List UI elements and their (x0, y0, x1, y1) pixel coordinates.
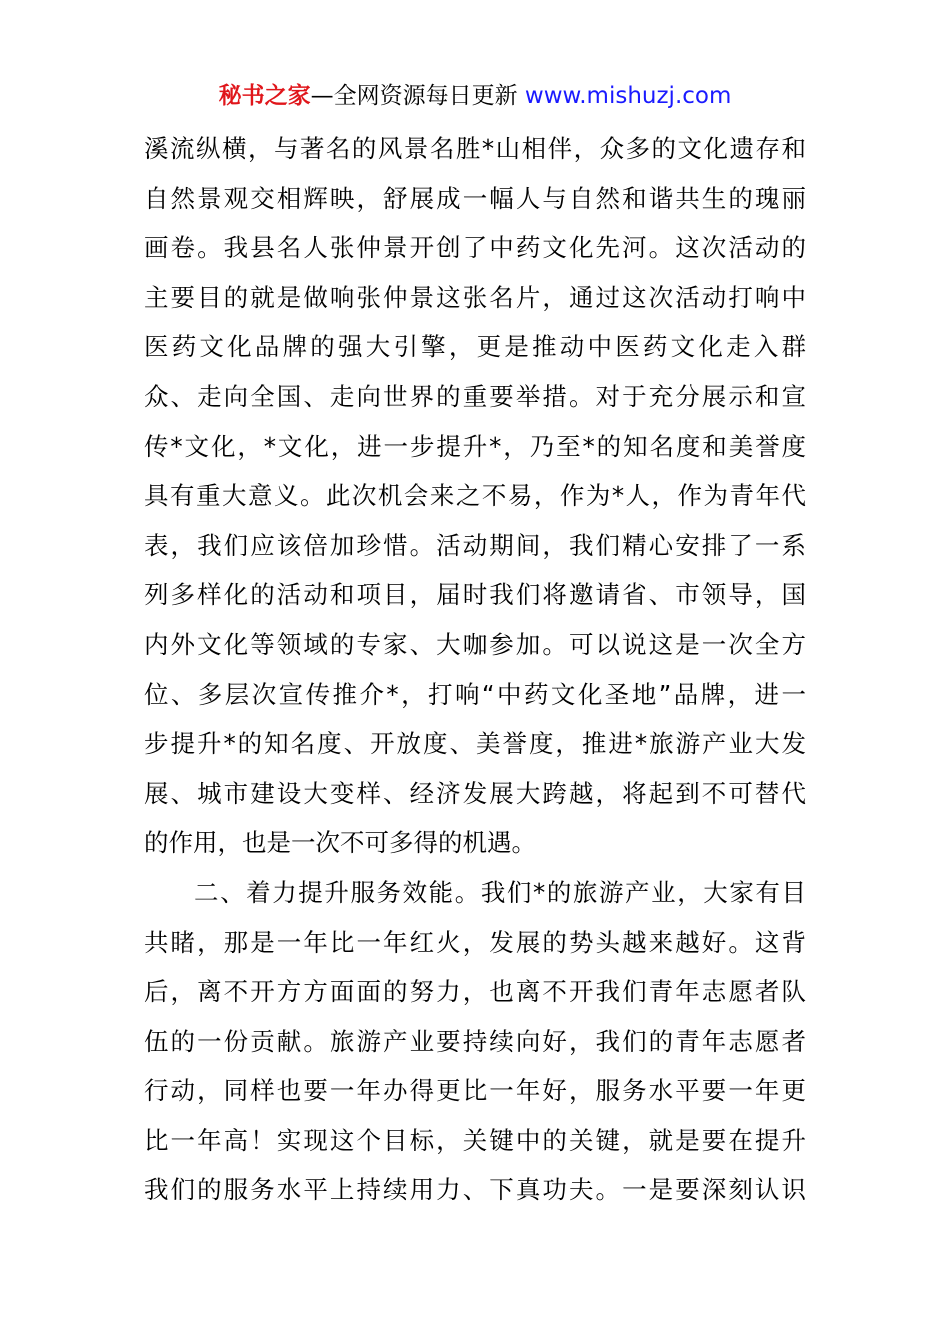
body-text (144, 124, 806, 1215)
text-line: 传*文化，*文化，进一步提升*，乃至*的知名度和美誉度 (144, 431, 806, 461)
text-line: 共睹，那是一年比一年红火，发展的势头越来越好。这背 (144, 927, 806, 957)
text-line: 展、城市建设大变样、经济发展大跨越，将起到不可替代 (144, 778, 806, 808)
text-line: 溪流纵横，与著名的风景名胜*山相伴，众多的文化遗存和 (144, 134, 806, 163)
text-line: 内外文化等领域的专家、大咖参加。可以说这是一次全方 (144, 629, 806, 659)
text-line: 画卷。我县名人张仲景开创了中药文化先河。这次活动的 (144, 233, 806, 263)
text-line: 我们的服务水平上持续用力、下真功夫。一是要深刻认识 (144, 1175, 806, 1205)
text-line: 众、走向全国、走向世界的重要举措。对于充分展示和宣 (144, 381, 806, 411)
text-line: 行动，同样也要一年办得更比一年好，服务水平要一年更 (144, 1076, 806, 1106)
paragraph-start-line: 二、着力提升服务效能。我们*的旅游产业，大家有目 (194, 877, 806, 907)
text-line: 列多样化的活动和项目，届时我们将邀请省、市领导，国 (144, 580, 806, 610)
text-line: 具有重大意义。此次机会来之不易，作为*人，作为青年代 (144, 481, 806, 511)
text-line: 医药文化品牌的强大引擎，更是推动中医药文化走入群 (144, 332, 806, 362)
text-line: 的作用，也是一次不可多得的机遇。 (144, 828, 536, 858)
text-line: 伍的一份贡献。旅游产业要持续向好，我们的青年志愿者 (144, 1026, 806, 1056)
text-line: 比一年高！实现这个目标，关键中的关键，就是要在提升 (144, 1125, 806, 1155)
text-line: 步提升*的知名度、开放度、美誉度，推进*旅游产业大发 (144, 729, 806, 759)
header-tagline: —全网资源每日更新 (310, 83, 518, 109)
header-url[interactable]: www.mishuzj.com (524, 83, 732, 109)
text-line: 位、多层次宣传推介*，打响“中药文化圣地”品牌，进一 (144, 679, 806, 709)
header-brand: 秘书之家 (218, 83, 311, 109)
text-line: 主要目的就是做响张仲景这张名片，通过这次活动打响中 (144, 282, 806, 312)
text-line: 自然景观交相辉映，舒展成一幅人与自然和谐共生的瑰丽 (144, 183, 806, 213)
text-line: 后，离不开方方面面的努力，也离不开我们青年志愿者队 (144, 977, 806, 1007)
text-line: 表，我们应该倍加珍惜。活动期间，我们精心安排了一系 (144, 530, 806, 560)
page-header (0, 78, 950, 114)
